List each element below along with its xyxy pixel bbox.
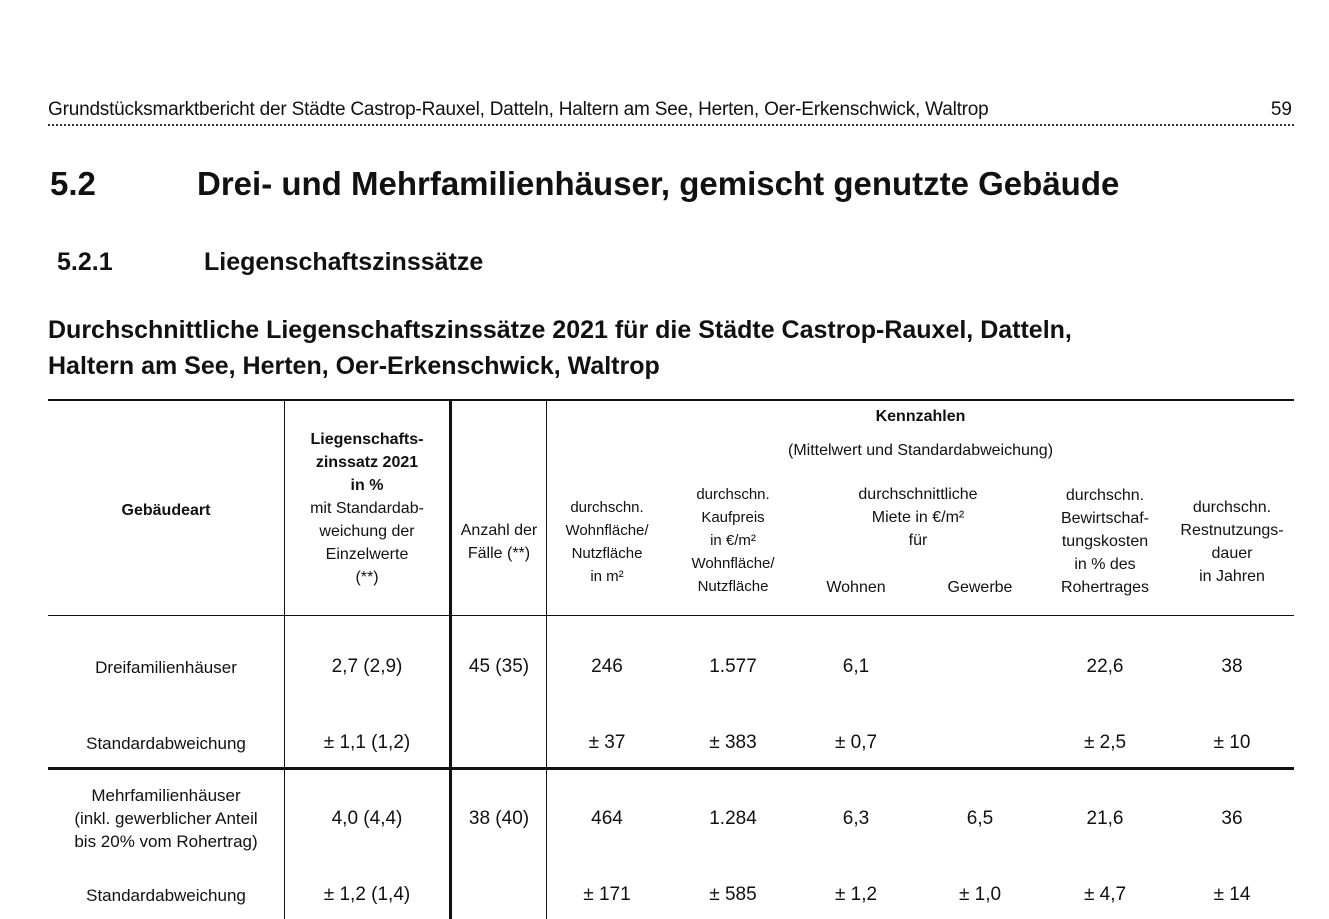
header-miete-wohnen: Wohnen	[826, 579, 886, 596]
row-label: Mehrfamilienhäuser (inkl. gewerblicher Anteil bis 20% vom Rohertrag)	[74, 786, 258, 851]
cell-kaufpreis: ± 585	[709, 884, 757, 905]
header-kennzahlen: Kennzahlen	[875, 408, 966, 425]
cell-wohnflaeche: 464	[591, 808, 623, 829]
table-caption	[48, 312, 1298, 384]
header-gebaeudeart: Gebäudeart	[121, 502, 211, 519]
cell-restnutzung: 38	[1221, 656, 1243, 677]
cell-restnutzung: ± 10	[1213, 732, 1251, 753]
group-separator-rule	[48, 767, 1294, 770]
table-top-rule	[48, 399, 1294, 401]
header-anzahl: Anzahl der Fälle (**)	[460, 522, 538, 562]
cell-miete-wohnen: 6,3	[842, 808, 870, 829]
cell-restnutzung: 36	[1221, 808, 1243, 829]
cell-wohnflaeche: ± 37	[588, 732, 626, 753]
header-wohnflaeche: durchschn. Wohnfläche/ Nutzfläche in m²	[565, 499, 649, 585]
cell-anzahl: 45 (35)	[468, 656, 530, 677]
cell-restnutzung: ± 14	[1213, 884, 1251, 905]
header-kennzahlen-sub: (Mittelwert und Standardabweichung)	[787, 442, 1054, 459]
cell-anzahl: 38 (40)	[468, 808, 530, 829]
header-zinssatz: Liegenschafts- zinssatz 2021 in % mit Standardab- weichung der Einzelwerte (**)	[310, 431, 424, 586]
caption-line: Haltern am See, Herten, Oer-Erkenschwick, Waltrop	[48, 352, 660, 380]
running-header-title: Grundstücksmarktbericht der Städte Castrop-Rauxel, Datteln, Haltern am See, Herten, Oer-Erkenschwick, Waltrop	[48, 99, 989, 120]
cell-miete-wohnen: 6,1	[842, 656, 870, 677]
header-kaufpreis: durchschn. Kaufpreis in €/m² Wohnfläche/ Nutzfläche	[691, 486, 775, 595]
subsection-number: 5.2.1	[57, 248, 113, 276]
cell-zinssatz: 2,7 (2,9)	[331, 656, 403, 677]
cell-bewirtschaftung: ± 4,7	[1083, 884, 1127, 905]
header-bewirtschaftung: durchschn. Bewirtschaf- tungskosten in % des Rohertrages	[1060, 487, 1150, 596]
cell-zinssatz: ± 1,1 (1,2)	[323, 732, 411, 753]
row-label: Standardabweichung	[86, 886, 246, 905]
header-restnutzung: durchschn. Restnutzungs- dauer in Jahren	[1180, 499, 1284, 585]
cell-kaufpreis: ± 383	[709, 732, 757, 753]
section-number: 5.2	[50, 165, 96, 202]
cell-miete-wohnen: ± 1,2	[834, 884, 878, 905]
cell-miete-gewerbe: 6,5	[966, 808, 994, 829]
header-miete-gewerbe: Gewerbe	[947, 579, 1013, 596]
cell-zinssatz: 4,0 (4,4)	[331, 808, 403, 829]
cell-bewirtschaftung: 22,6	[1086, 656, 1124, 677]
cell-kaufpreis: 1.284	[709, 808, 757, 829]
page-number: 59	[1270, 99, 1292, 120]
cell-kaufpreis: 1.577	[709, 656, 757, 677]
cell-wohnflaeche: 246	[591, 656, 623, 677]
subsection-title: Liegenschaftszinssätze	[204, 248, 484, 276]
row-label: Dreifamilienhäuser	[95, 658, 237, 677]
section-title: Drei- und Mehrfamilienhäuser, gemischt genutzte Gebäude	[197, 165, 1120, 202]
cell-miete-gewerbe: ± 1,0	[958, 884, 1002, 905]
running-header	[48, 98, 1294, 126]
cell-bewirtschaftung: 21,6	[1086, 808, 1124, 829]
cell-miete-wohnen: ± 0,7	[834, 732, 878, 753]
data-table	[48, 399, 1294, 919]
cell-zinssatz: ± 1,2 (1,4)	[323, 884, 411, 905]
row-label: Standardabweichung	[86, 734, 246, 753]
cell-wohnflaeche: ± 171	[583, 884, 631, 905]
cell-bewirtschaftung: ± 2,5	[1083, 732, 1127, 753]
caption-line: Durchschnittliche Liegenschaftszinssätze 2021 für die Städte Castrop-Rauxel, Datteln,	[48, 316, 1072, 344]
header-miete: durchschnittliche Miete in €/m² für	[858, 486, 978, 549]
header-bottom-rule	[48, 615, 1294, 616]
